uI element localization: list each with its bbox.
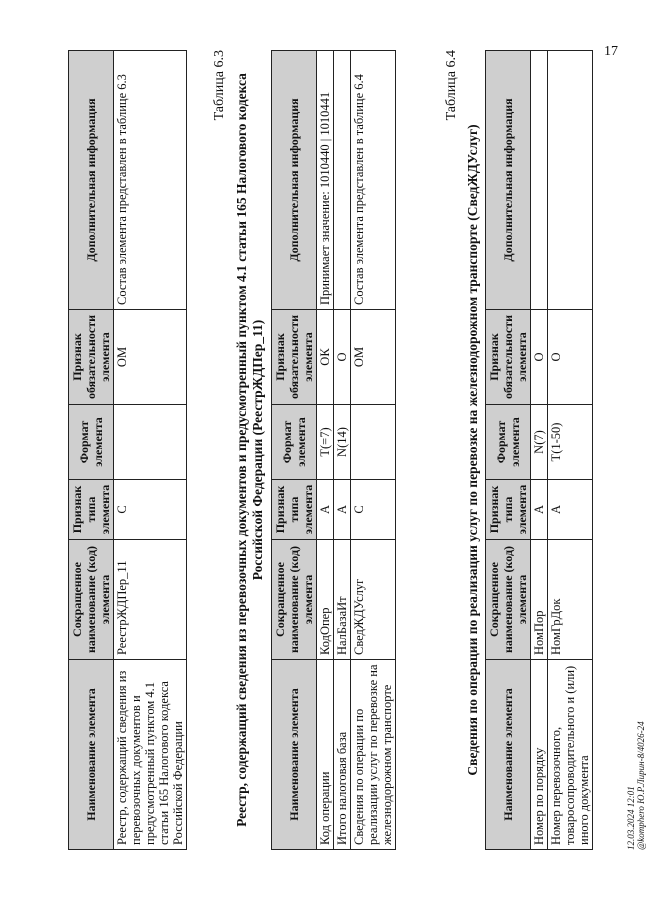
- col-header-type: Признак типа элемента: [486, 480, 531, 540]
- table-63-caption: Таблица 6.3: [212, 50, 227, 121]
- table-64: [485, 50, 593, 850]
- cell-info: Принимает значение: 1010440 | 1010441: [317, 51, 334, 310]
- document-stamp: [626, 721, 646, 850]
- table-row: [114, 51, 187, 850]
- col-header-code: Сокращенное наименование (код) элемента: [272, 540, 317, 660]
- cell-format: N(7): [531, 405, 548, 480]
- cell-required: О: [531, 310, 548, 405]
- table-64-caption: Таблица 6.4: [444, 50, 459, 121]
- cell-type: А: [548, 480, 593, 540]
- cell-required: О: [334, 310, 351, 405]
- col-header-info: Дополнительная информация: [272, 51, 317, 310]
- cell-name: Номер перевозочного, товаросопроводительного и (или) иного документа: [548, 660, 593, 850]
- cell-format: [351, 405, 396, 480]
- table-63: [271, 50, 396, 850]
- table-63-title: Реестр, содержащий сведения из перевозочных документов и предусмотренный пунктом 4.1 статьи 165 Налогового кодекса Российской Федерации (РеестрЖДПер_11): [234, 73, 265, 827]
- cell-type: А: [531, 480, 548, 540]
- cell-info: [548, 51, 593, 310]
- cell-code: СведЖДУслуг: [351, 540, 396, 660]
- col-header-format: Формат элемента: [69, 405, 114, 480]
- table-header-row: [486, 51, 531, 850]
- rotated-page-content: [68, 50, 646, 850]
- cell-name: Реестр, содержащий сведения из перевозочных документов и предусмотренный пунктом 4.1 статьи 165 Налогового кодекса Российской Федерации: [114, 660, 187, 850]
- cell-info: [531, 51, 548, 310]
- table-header-row: [69, 51, 114, 850]
- stamp-id: @komphero Ю.Р.Лирин-8/4026-24: [636, 721, 646, 850]
- table-row: [317, 51, 334, 850]
- cell-format: T(1-50): [548, 405, 593, 480]
- cell-type: А: [317, 480, 334, 540]
- table-header-row: [272, 51, 317, 850]
- cell-info: [334, 51, 351, 310]
- cell-code: РеестрЖДПер_11: [114, 540, 187, 660]
- cell-info: Состав элемента представлен в таблице 6.3: [114, 51, 187, 310]
- cell-required: ОК: [317, 310, 334, 405]
- col-header-required: Признак обязательности элемента: [272, 310, 317, 405]
- cell-type: А: [334, 480, 351, 540]
- cell-info: Состав элемента представлен в таблице 6.4: [351, 51, 396, 310]
- cell-name: Код операции: [317, 660, 334, 850]
- col-header-info: Дополнительная информация: [486, 51, 531, 310]
- cell-code: НомПор: [531, 540, 548, 660]
- col-header-format: Формат элемента: [486, 405, 531, 480]
- cell-code: КодОпер: [317, 540, 334, 660]
- cell-type: С: [351, 480, 396, 540]
- col-header-name: Наименование элемента: [272, 660, 317, 850]
- table-row: [531, 51, 548, 850]
- cell-required: О: [548, 310, 593, 405]
- cell-name: Итого налоговая база: [334, 660, 351, 850]
- col-header-info: Дополнительная информация: [69, 51, 114, 310]
- cell-format: T(=7): [317, 405, 334, 480]
- col-header-type: Признак типа элемента: [272, 480, 317, 540]
- table-row: [334, 51, 351, 850]
- table-64-title: Сведения по операции по реализации услуг по перевозке на железнодорожном транспорте (СведЖДУслуг): [465, 124, 480, 776]
- cell-code: НомГрДок: [548, 540, 593, 660]
- col-header-format: Формат элемента: [272, 405, 317, 480]
- cell-name: Номер по порядку: [531, 660, 548, 850]
- col-header-code: Сокращенное наименование (код) элемента: [486, 540, 531, 660]
- col-header-required: Признак обязательности элемента: [69, 310, 114, 405]
- cell-name: Сведения по операции по реализации услуг по перевозке на железнодорожном транспорте: [351, 660, 396, 850]
- page-number: 17: [604, 44, 618, 59]
- cell-format: [114, 405, 187, 480]
- col-header-name: Наименование элемента: [69, 660, 114, 850]
- col-header-name: Наименование элемента: [486, 660, 531, 850]
- table-top: [68, 50, 187, 850]
- col-header-required: Признак обязательности элемента: [486, 310, 531, 405]
- cell-type: С: [114, 480, 187, 540]
- cell-required: ОМ: [351, 310, 396, 405]
- cell-format: N(14): [334, 405, 351, 480]
- col-header-type: Признак типа элемента: [69, 480, 114, 540]
- cell-required: ОМ: [114, 310, 187, 405]
- col-header-code: Сокращенное наименование (код) элемента: [69, 540, 114, 660]
- table-row: [351, 51, 396, 850]
- cell-code: НалБазаИт: [334, 540, 351, 660]
- stamp-date: 12.03.2024 12:01: [626, 786, 636, 850]
- table-row: [548, 51, 593, 850]
